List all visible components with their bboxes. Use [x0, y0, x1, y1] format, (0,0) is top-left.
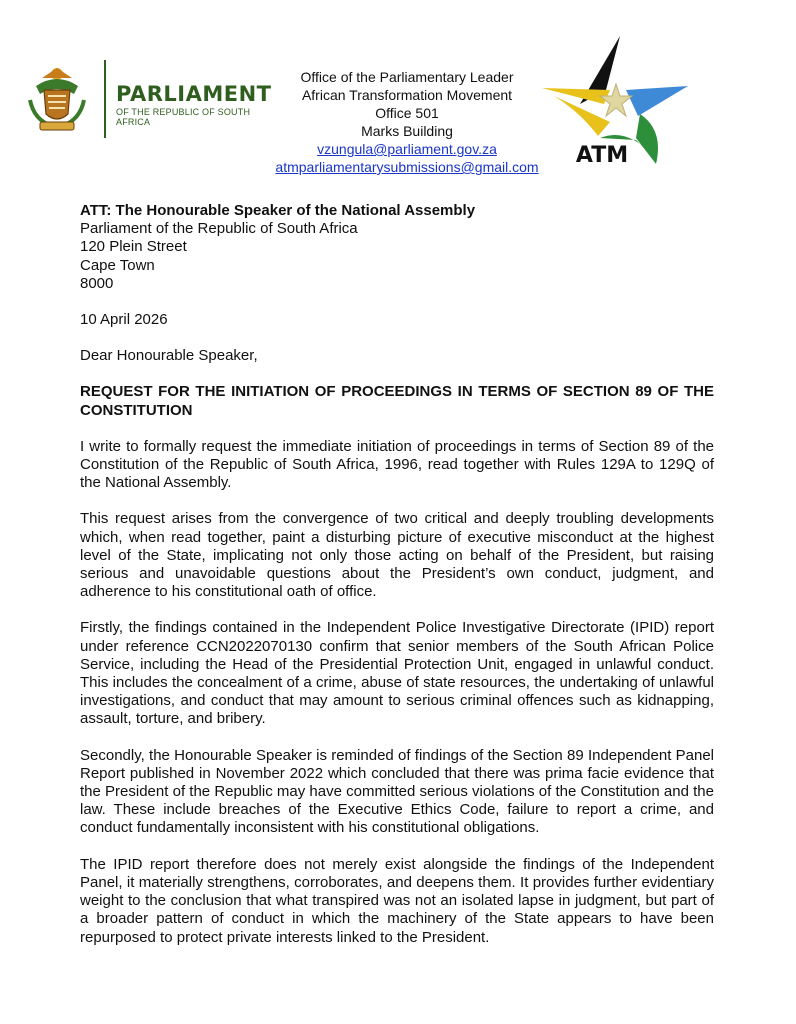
parliament-subtitle: OF THE REPUBLIC OF SOUTH AFRICA — [116, 107, 251, 127]
address-line: 120 Plein Street — [80, 238, 187, 256]
letterhead-divider — [104, 60, 106, 138]
salutation: Dear Honourable Speaker, — [80, 347, 258, 365]
atm-logo-text: ATM — [575, 143, 629, 168]
att-line: ATT: The Honourable Speaker of the National Assembly — [80, 202, 476, 219]
body-paragraph-2: This request arises from the convergence of two critical and deeply troubling developments which, when read together, paint a disturbing picture of executive misconduct at the highest level of the State, implicating not only those acting on behalf of the President, but raising serious and unavoidable questions about the President’s own conduct, judgment, and adherence to his constitutional oath of office. — [80, 510, 714, 601]
office-line: Marks Building — [361, 123, 453, 139]
address-line: 8000 — [80, 274, 114, 292]
parliament-logo — [116, 82, 276, 127]
address-line: Cape Town — [80, 256, 155, 274]
office-line: Office 501 — [375, 105, 439, 121]
parliament-title: PARLIAMENT — [116, 82, 272, 106]
body-paragraph-3: Firstly, the findings contained in the Independent Police Investigative Directorate (IPID) report under reference CCN2022070130 confirm that senior members of the South African Police Service, including the Head of the Presidential Protection Unit, engaged in unlawful conduct. This includes the concealment of a crime, abuse of state resources, the undertaking of unlawful investigations, and conduct that may amount to serious criminal offences such as kidnapping, assault, torture, and bribery. — [80, 619, 714, 728]
email-link-parliament[interactable]: vzungula@parliament.gov.za — [317, 141, 497, 157]
address-line: Parliament of the Republic of South Africa — [80, 220, 358, 238]
letter-date: 10 April 2026 — [80, 311, 168, 329]
body-paragraph-1: I write to formally request the immediate initiation of proceedings in terms of Section 89 of the Constitution of the Republic of South Africa, 1996, read together with Rules 129A to 129Q of the National Assembly. — [80, 437, 714, 492]
coat-of-arms-icon — [22, 64, 92, 134]
email-link-submissions[interactable]: atmparliamentarysubmissions@gmail.com — [275, 159, 539, 175]
office-address-block — [262, 68, 552, 176]
subject-heading: REQUEST FOR THE INITIATION OF PROCEEDINGS IN TERMS OF SECTION 89 OF THE CONSTITUTION — [80, 383, 714, 419]
office-line: Office of the Parliamentary Leader — [300, 69, 514, 85]
body-paragraph-4: Secondly, the Honourable Speaker is reminded of findings of the Section 89 Independent Panel Report published in November 2022 which concluded that there was prima facie evidence that the President of the Republic may have committed serious violations of the Constitution and the law. These include breaches of the Executive Ethics Code, failure to report a crime, and conduct fundamentally inconsistent with his constitutional obligations. — [80, 746, 714, 837]
atm-star-logo-icon — [540, 30, 690, 170]
office-line: African Transformation Movement — [301, 87, 513, 103]
body-paragraph-5: The IPID report therefore does not merely exist alongside the findings of the Independent Panel, it materially strengthens, corroborates, and deepens them. It provides further evidentiary weight to the conclusion that what transpired was not an isolated lapse in judgment, but part of a broader pattern of conduct in which the machinery of the State appears to have been repurposed to protect private interests linked to the President. — [80, 855, 714, 946]
letter-body — [80, 202, 714, 947]
